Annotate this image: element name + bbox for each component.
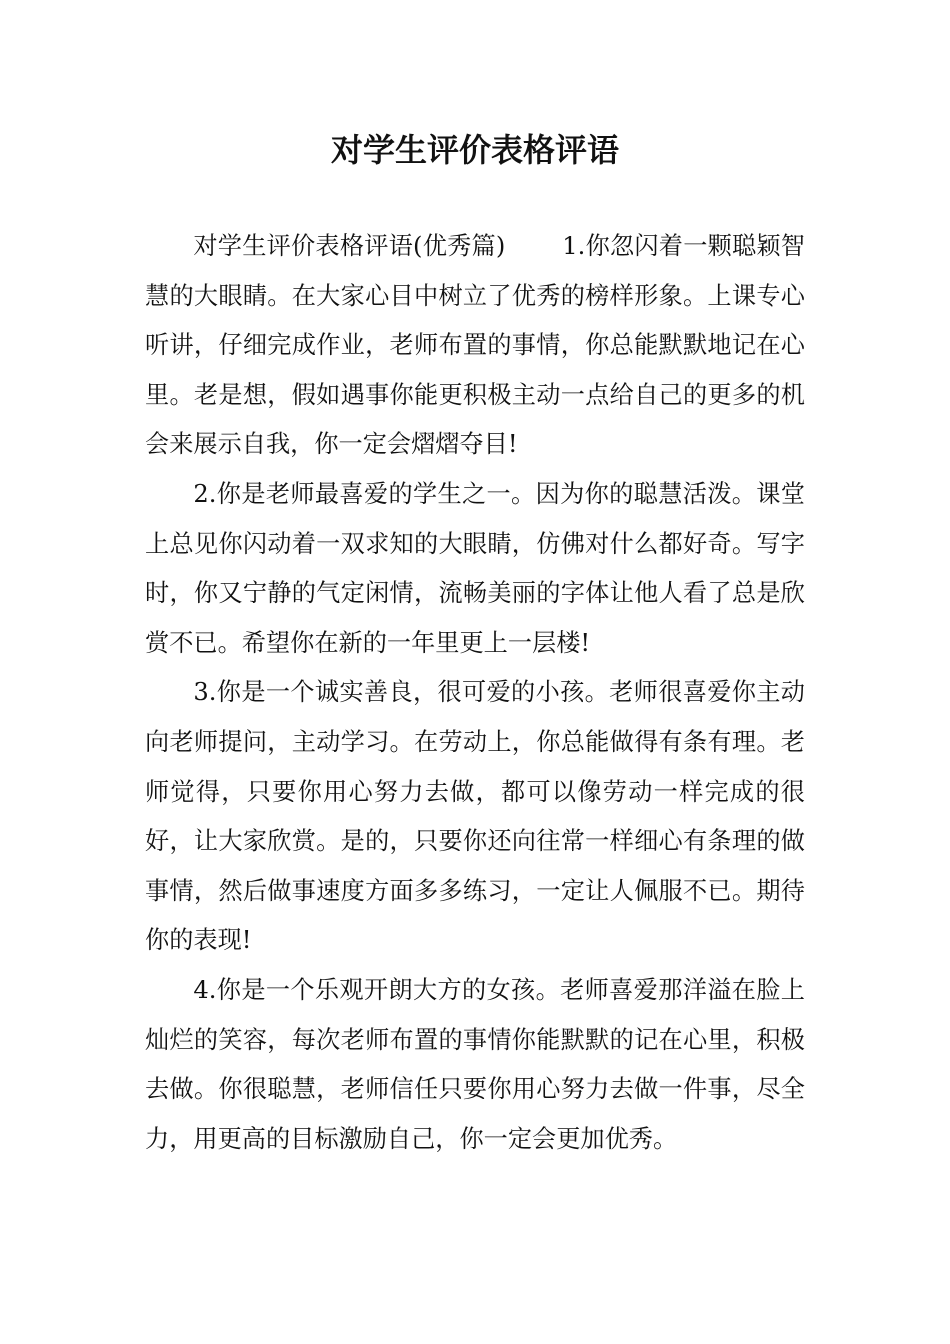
document-body xyxy=(145,222,805,1164)
paragraph-3: 3.你是一个诚实善良，很可爱的小孩。老师很喜爱你主动向老师提问，主动学习。在劳动上，你总能做得有条有理。老师觉得，只要你用心努力去做，都可以像劳动一样完成的很好，让大家欣赏。是的，只要你还向往常一样细心有条理的做事情，然后做事速度方面多多练习，一定让人佩服不已。期待你的表现! xyxy=(145,678,805,955)
document-title: 对学生评价表格评语 xyxy=(330,131,619,169)
paragraph-4: 4.你是一个乐观开朗大方的女孩。老师喜爱那洋溢在脸上灿烂的笑容，每次老师布置的事情你能默默的记在心里，积极去做。你很聪慧，老师信任只要你用心努力去做一件事，尽全力，用更高的目标激励自己，你一定会更加优秀。 xyxy=(145,975,805,1153)
paragraph-1: 对学生评价表格评语(优秀篇) 1.你忽闪着一颗聪颖智慧的大眼睛。在大家心目中树立了优秀的榜样形象。上课专心听讲，仔细完成作业，老师布置的事情，你总能默默地记在心里。老是想，假如遇事你能更积极主动一点给自己的更多的机会来展示自我，你一定会熠熠夺目! xyxy=(145,232,805,459)
paragraph-2: 2.你是老师最喜爱的学生之一。因为你的聪慧活泼。课堂上总见你闪动着一双求知的大眼睛，仿佛对什么都好奇。写字时，你又宁静的气定闲情，流畅美丽的字体让他人看了总是欣赏不已。希望你在新的一年里更上一层楼! xyxy=(145,479,805,657)
